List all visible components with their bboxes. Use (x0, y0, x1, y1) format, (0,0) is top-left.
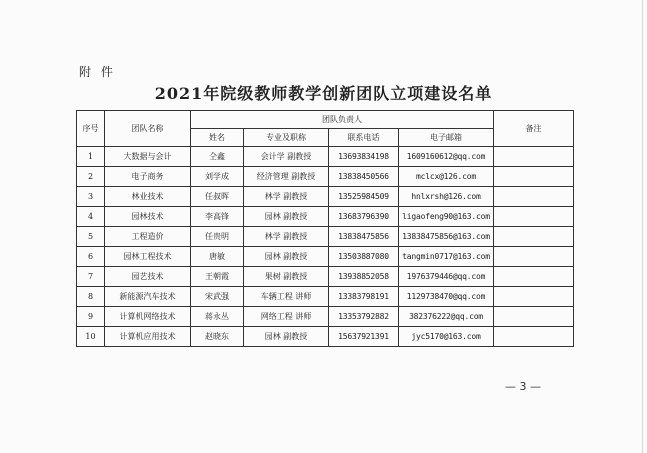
row-phone: 13838450566 (329, 167, 399, 187)
row-leader-name: 任叔晖 (191, 187, 244, 207)
row-phone: 13838475856 (329, 227, 399, 247)
row-leader-name: 宋武强 (191, 287, 244, 307)
row-leader-name: 仝鑫 (191, 147, 244, 167)
row-remark (494, 267, 574, 287)
table-body (77, 147, 574, 347)
row-leader-title: 林学 副教授 (244, 187, 329, 207)
table-row (77, 307, 574, 327)
row-phone: 13353792882 (329, 307, 399, 327)
row-remark (494, 207, 574, 227)
row-number: 2 (77, 167, 105, 187)
row-email: tangmin0717@163.com (399, 247, 494, 267)
page-title: 2021年院级教师教学创新团队立项建设名单 (154, 84, 493, 103)
table-header-row (77, 111, 574, 129)
row-phone: 15637921391 (329, 327, 399, 347)
row-number: 6 (77, 247, 105, 267)
row-phone: 13525984509 (329, 187, 399, 207)
row-leader-title: 网络工程 讲师 (244, 307, 329, 327)
row-leader-name: 李高锋 (191, 207, 244, 227)
row-team-name: 工程造价 (105, 227, 191, 247)
header-phone: 联系电话 (329, 129, 399, 147)
header-email: 电子邮箱 (399, 129, 494, 147)
table-row (77, 227, 574, 247)
row-leader-title: 车辆工程 讲师 (244, 287, 329, 307)
row-phone: 13683796390 (329, 207, 399, 227)
row-team-name: 园林技术 (105, 207, 191, 227)
row-phone: 13503887080 (329, 247, 399, 267)
row-email: 1976379446@qq.com (399, 267, 494, 287)
attachment-label: 附 件 (79, 65, 116, 79)
header-remarks: 备注 (494, 111, 574, 147)
row-leader-name: 任贵明 (191, 227, 244, 247)
row-leader-title: 林学 副教授 (244, 227, 329, 247)
table-row (77, 267, 574, 287)
row-team-name: 新能源汽车技术 (105, 287, 191, 307)
row-remark (494, 167, 574, 187)
row-number: 10 (77, 327, 105, 347)
header-name: 姓名 (191, 129, 244, 147)
row-team-name: 大数据与会计 (105, 147, 191, 167)
row-email: ligaofeng90@163.com (399, 207, 494, 227)
row-team-name: 计算机应用技术 (105, 327, 191, 347)
row-email: 382376222@qq.com (399, 307, 494, 327)
row-remark (494, 227, 574, 247)
row-remark (494, 147, 574, 167)
table-row (77, 187, 574, 207)
row-phone: 13938852058 (329, 267, 399, 287)
row-number: 4 (77, 207, 105, 227)
table-row (77, 167, 574, 187)
page-edge-divider (642, 0, 643, 453)
row-leader-title: 经济管理 副教授 (244, 167, 329, 187)
row-remark (494, 187, 574, 207)
row-email: 1129738470@qq.com (399, 287, 494, 307)
row-remark (494, 287, 574, 307)
table-row (77, 207, 574, 227)
row-remark (494, 247, 574, 267)
row-email: 13838475856@163.com (399, 227, 494, 247)
row-number: 3 (77, 187, 105, 207)
row-leader-name: 唐敏 (191, 247, 244, 267)
row-email: mclcx@126.com (399, 167, 494, 187)
row-phone: 13693834198 (329, 147, 399, 167)
table-row (77, 327, 574, 347)
row-leader-title: 园林 副教授 (244, 327, 329, 347)
row-phone: 13383798191 (329, 287, 399, 307)
row-email: hnlxrsh@126.com (399, 187, 494, 207)
row-team-name: 园林工程技术 (105, 247, 191, 267)
header-title: 专业及职称 (244, 129, 329, 147)
row-email: jyc5170@163.com (399, 327, 494, 347)
row-leader-name: 蒋永丛 (191, 307, 244, 327)
row-leader-title: 园林 副教授 (244, 247, 329, 267)
table-row (77, 287, 574, 307)
row-number: 8 (77, 287, 105, 307)
row-remark (494, 307, 574, 327)
row-number: 1 (77, 147, 105, 167)
page-number: — 3 — (505, 380, 541, 393)
row-leader-title: 果树 副教授 (244, 267, 329, 287)
table-row (77, 247, 574, 267)
row-number: 9 (77, 307, 105, 327)
row-team-name: 林业技术 (105, 187, 191, 207)
team-roster-table (76, 110, 574, 347)
header-team-leader: 团队负责人 (191, 111, 494, 129)
row-team-name: 计算机网络技术 (105, 307, 191, 327)
row-leader-title: 园林 副教授 (244, 207, 329, 227)
header-number: 序号 (77, 111, 105, 147)
row-remark (494, 327, 574, 347)
row-number: 7 (77, 267, 105, 287)
row-team-name: 电子商务 (105, 167, 191, 187)
table-row (77, 147, 574, 167)
row-number: 5 (77, 227, 105, 247)
row-email: 1609160612@qq.com (399, 147, 494, 167)
row-leader-title: 会计学 副教授 (244, 147, 329, 167)
row-leader-name: 刘学成 (191, 167, 244, 187)
row-leader-name: 赵晓东 (191, 327, 244, 347)
row-leader-name: 王朝霞 (191, 267, 244, 287)
row-team-name: 园艺技术 (105, 267, 191, 287)
header-team-name: 团队名称 (105, 111, 191, 147)
